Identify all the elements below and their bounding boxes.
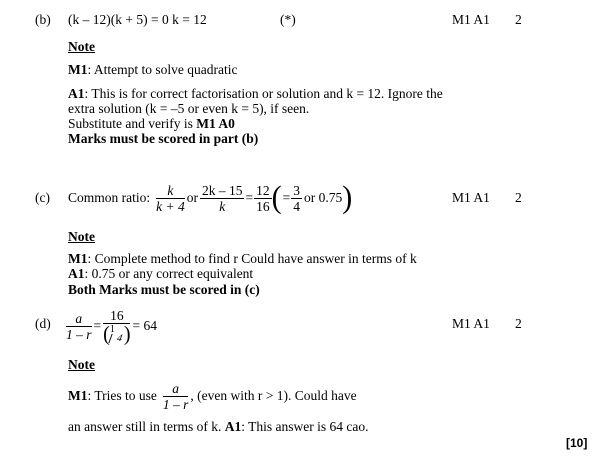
- part-d-expression: [66, 304, 157, 348]
- part-c-label: (c): [35, 190, 50, 205]
- total-marks: [10]: [566, 436, 588, 450]
- substitute-text: Substitute and verify is: [68, 116, 197, 131]
- fraction-12-over-16: [254, 183, 272, 214]
- part-b-total: 2: [515, 12, 522, 27]
- inner-denominator: 4: [108, 334, 125, 343]
- fraction-denominator: 1 – r: [66, 326, 92, 342]
- fraction-denominator: 16: [256, 198, 270, 214]
- common-ratio-lead: Common ratio:: [68, 190, 151, 206]
- left-paren: (: [103, 322, 110, 346]
- equals-sign: =: [282, 190, 291, 206]
- substitute-marks: M1 A0: [196, 116, 235, 131]
- part-b-must-score: Marks must be scored in part (b): [68, 131, 259, 146]
- fraction-numerator: 2k – 15: [201, 182, 243, 198]
- or-decimal-text: or 0.75: [303, 190, 343, 206]
- part-b-note-heading: Note: [68, 39, 95, 54]
- m1-text: : Attempt to solve quadratic: [87, 62, 238, 77]
- part-b-a1-line2: extra solution (k = –5 or even k = 5), if seen.: [68, 101, 310, 116]
- m1-text-pre: : Tries to use: [87, 388, 157, 404]
- fraction-a-over-1-minus-r-inline: [163, 381, 189, 412]
- part-d-line2: [68, 420, 368, 434]
- left-paren: (: [271, 180, 282, 215]
- a1-text: : 0.75 or any correct equivalent: [84, 266, 254, 281]
- part-d-total: 2: [515, 316, 522, 331]
- fraction-a-over-1-minus-r: [66, 311, 92, 342]
- m1-tag: M1: [68, 251, 88, 266]
- part-b-substitute-line: [68, 117, 235, 131]
- part-c-must-score: Both Marks must be scored in (c): [68, 282, 260, 297]
- equals-sign: =: [245, 190, 254, 206]
- line2-post: : This answer is 64 cao.: [241, 419, 369, 434]
- part-d-marks: M1 A1: [452, 316, 490, 331]
- fraction-numerator: a: [163, 381, 189, 397]
- part-c-a1-line: [68, 267, 253, 281]
- part-b-m1-line: [68, 63, 237, 77]
- fraction-denominator: 4: [293, 198, 300, 214]
- fraction-numerator: 12: [256, 182, 270, 198]
- fraction-3-over-4: [291, 183, 302, 214]
- part-d-note-heading: Note: [68, 357, 95, 372]
- part-c-marks: M1 A1: [452, 190, 490, 205]
- fraction-denominator: k + 4: [156, 198, 185, 214]
- part-d-label: (d): [35, 316, 51, 331]
- a1-tag: A1: [68, 86, 85, 101]
- fraction-denominator: k: [219, 198, 226, 214]
- part-c-note-heading: Note: [68, 229, 95, 244]
- fraction-k-over-k-plus-4: [156, 183, 185, 214]
- fraction-numerator: k: [156, 183, 185, 199]
- inner-fraction-1-over-4: [110, 325, 124, 343]
- part-c-m1-line: [68, 252, 417, 266]
- or-text: or: [186, 190, 198, 206]
- part-b-answer: (k – 12)(k + 5) = 0 k = 12: [68, 12, 207, 27]
- result-text: = 64: [132, 318, 157, 334]
- m1-tag: M1: [68, 62, 88, 77]
- part-b-a1-line: [68, 87, 443, 101]
- part-c-total: 2: [515, 190, 522, 205]
- a1-tag: A1: [224, 419, 242, 434]
- m1-text-post: , (even with r > 1). Could have: [190, 388, 357, 404]
- m1-text: : Complete method to find r Could have answer in terms of k: [87, 251, 417, 266]
- line2-pre: an answer still in terms of k.: [68, 419, 225, 434]
- fraction-numerator: 3: [293, 182, 300, 198]
- a1-tag: A1: [68, 266, 85, 281]
- fraction-2k-minus-15-over-k: [200, 183, 245, 214]
- inner-numerator: 1: [109, 324, 115, 335]
- a1-text: : This is for correct factorisation or solution and k = 12. Ignore the: [84, 86, 443, 101]
- right-paren: ): [123, 322, 131, 346]
- part-c-expression: [68, 178, 352, 218]
- m1-tag: M1: [68, 388, 88, 404]
- right-paren: ): [342, 180, 353, 215]
- part-d-m1-line: [68, 378, 357, 414]
- fraction-16-over-quarter: [103, 308, 130, 344]
- fraction-numerator: a: [66, 311, 92, 327]
- part-b-star: (*): [280, 12, 296, 27]
- part-b-marks: M1 A1: [452, 12, 490, 27]
- fraction-numerator: 16: [103, 308, 130, 324]
- part-b-label: (b): [35, 12, 51, 27]
- equals-sign: =: [93, 318, 102, 334]
- fraction-denominator: 1 – r: [162, 396, 189, 412]
- fraction-denominator: [103, 324, 130, 344]
